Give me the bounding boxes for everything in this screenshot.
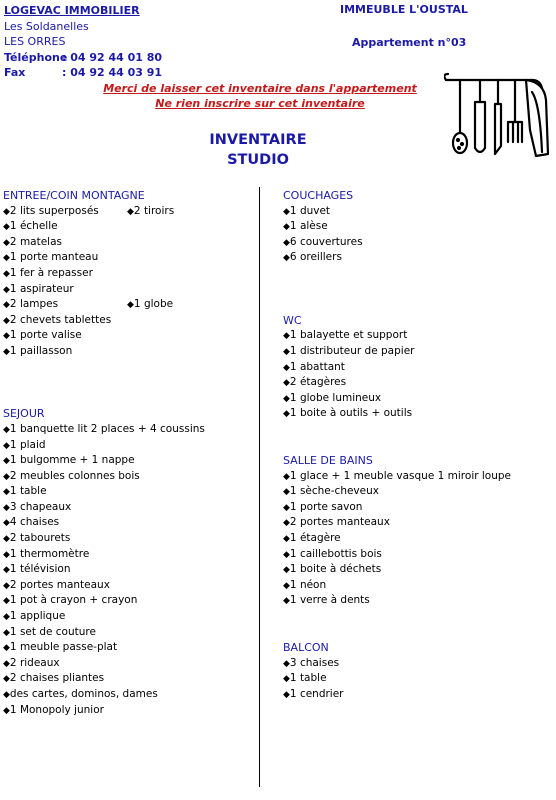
- apartment-number: Appartement n°03: [352, 36, 467, 49]
- list-item: [3, 578, 255, 594]
- item-text: 2 matelas: [9, 235, 63, 248]
- item-text: 1 boite à déchets: [289, 563, 382, 576]
- list-item: [3, 422, 255, 438]
- address-line-1: Les Soldanelles: [4, 19, 89, 33]
- item-text: 2 lits superposés: [9, 204, 99, 217]
- list-item: [3, 266, 255, 282]
- list-item: [3, 500, 255, 516]
- bullet-icon: ◆: [283, 565, 290, 576]
- item-text: 1 set de couture: [9, 625, 96, 638]
- item-text: 1 télévision: [9, 563, 71, 576]
- item-text: 1 porte savon: [289, 500, 363, 513]
- item-text: 1 abattant: [289, 360, 345, 373]
- item-text: 2 portes manteaux: [289, 516, 390, 529]
- list-item: [283, 687, 553, 703]
- list-item: [283, 375, 553, 391]
- item-text: 1 sèche-cheveux: [289, 485, 379, 498]
- column-divider: [259, 187, 260, 787]
- bullet-icon: ◆: [283, 487, 290, 498]
- section-title-sejour: SEJOUR: [3, 407, 45, 421]
- agency-info: [4, 3, 162, 81]
- item-text: 2 portes manteaux: [9, 578, 110, 591]
- list-item: [3, 250, 255, 266]
- item-text: 1 fer à repasser: [9, 266, 93, 279]
- item-text: 1 table: [289, 672, 327, 685]
- bullet-icon: ◆: [3, 237, 10, 248]
- item-text: 1 glace + 1 meuble vasque 1 miroir loupe: [289, 469, 512, 482]
- bullet-icon: ◆: [283, 393, 290, 404]
- list-item: [283, 469, 553, 485]
- couchages-list: [283, 204, 553, 266]
- item-text: 3 chapeaux: [9, 500, 72, 513]
- bullet-icon: ◆: [3, 487, 10, 498]
- item-text: 1 porte valise: [9, 329, 82, 342]
- section-title-entree: ENTREE/COIN MONTAGNE: [3, 189, 145, 202]
- item-text: 1 distributeur de papier: [289, 344, 415, 357]
- list-item: [283, 656, 553, 672]
- item-text: 1 meuble passe-plat: [9, 641, 118, 654]
- bullet-icon: ◆: [3, 549, 10, 560]
- balcon-list: [283, 656, 553, 703]
- bullet-icon: ◆: [3, 534, 10, 545]
- item-text: 1 applique: [9, 610, 66, 623]
- list-item: [3, 297, 255, 313]
- bullet-icon: ◆: [3, 627, 10, 638]
- item-text: 1 globe: [133, 298, 174, 311]
- bullet-icon: ◆: [3, 456, 10, 467]
- item-text: 3 chaises: [289, 656, 340, 669]
- item-text: 1 alèse: [289, 220, 328, 233]
- list-item: [283, 484, 553, 500]
- bullet-icon: ◆: [127, 300, 134, 311]
- list-item: [283, 515, 553, 531]
- notice: [60, 81, 460, 111]
- list-item: [283, 328, 553, 344]
- list-item: [3, 204, 255, 220]
- list-item: [283, 578, 553, 594]
- section-title-couchages: COUCHAGES: [283, 189, 354, 202]
- title-line-2: STUDIO: [227, 152, 289, 168]
- list-item: [3, 235, 255, 251]
- bullet-icon: ◆: [283, 596, 290, 607]
- bullet-icon: ◆: [3, 612, 10, 623]
- item-text: 1 banquette lit 2 places + 4 coussins: [9, 422, 205, 435]
- bullet-icon: ◆: [283, 378, 290, 389]
- list-item: [3, 344, 255, 360]
- bullet-icon: ◆: [3, 206, 10, 217]
- list-item: [3, 687, 255, 703]
- bullet-icon: ◆: [3, 690, 10, 701]
- item-text: 1 néon: [289, 578, 327, 591]
- phone-number: : 04 92 44 01 80: [62, 50, 163, 64]
- item-text: 1 pot à crayon + crayon: [9, 594, 138, 607]
- list-item: [3, 593, 255, 609]
- item-text: 1 globe lumineux: [289, 391, 382, 404]
- right-column: [283, 188, 553, 703]
- list-item: [3, 625, 255, 641]
- list-item: [3, 453, 255, 469]
- bullet-icon: ◆: [283, 690, 290, 701]
- bullet-icon: ◆: [3, 580, 10, 591]
- list-item: [3, 640, 255, 656]
- item-text: 1 boite à outils + outils: [289, 407, 413, 420]
- list-item-secondary: [127, 204, 174, 221]
- item-text: 1 paillasson: [9, 344, 73, 357]
- bullet-icon: ◆: [283, 409, 290, 420]
- list-item: [3, 219, 255, 235]
- item-text: 1 caillebottis bois: [289, 547, 382, 560]
- left-column: [3, 188, 255, 718]
- bullet-icon: ◆: [283, 658, 290, 669]
- item-text: 1 thermomètre: [9, 547, 90, 560]
- list-item: [283, 593, 553, 609]
- bullet-icon: ◆: [3, 424, 10, 435]
- list-item: [3, 562, 255, 578]
- list-item: [3, 313, 255, 329]
- address-line-2: LES ORRES: [4, 35, 66, 48]
- bullet-icon: ◆: [283, 206, 290, 217]
- list-item: [283, 344, 553, 360]
- item-text: 2 chevets tablettes: [9, 313, 112, 326]
- list-item: [3, 609, 255, 625]
- phone-row: [4, 50, 162, 66]
- bullet-icon: ◆: [3, 346, 10, 357]
- bullet-icon: ◆: [3, 674, 10, 685]
- fax-number: : 04 92 44 03 91: [62, 66, 163, 79]
- bullet-icon: ◆: [283, 502, 290, 513]
- bullet-icon: ◆: [283, 471, 290, 482]
- bullet-icon: ◆: [3, 643, 10, 654]
- entree-list: [3, 204, 255, 360]
- bullet-icon: ◆: [283, 549, 290, 560]
- item-text: 1 aspirateur: [9, 282, 74, 295]
- page-title: [0, 130, 516, 170]
- title-line-1: INVENTAIRE: [209, 132, 307, 148]
- list-item: [3, 671, 255, 687]
- item-text: 6 oreillers: [289, 251, 342, 264]
- list-item: [283, 391, 553, 407]
- list-item: [3, 547, 255, 563]
- section-title-salle-de-bains: SALLE DE BAINS: [283, 454, 373, 468]
- item-text: 1 bulgomme + 1 nappe: [9, 454, 135, 467]
- bullet-icon: ◆: [127, 206, 134, 217]
- item-text: 2 tabourets: [9, 532, 71, 545]
- bullet-icon: ◆: [3, 268, 10, 279]
- bullet-icon: ◆: [3, 565, 10, 576]
- bullet-icon: ◆: [283, 222, 290, 233]
- item-text: 1 plaid: [9, 438, 46, 451]
- bullet-icon: ◆: [3, 471, 10, 482]
- bullet-icon: ◆: [283, 253, 290, 264]
- bullet-icon: ◆: [3, 284, 10, 295]
- bullet-icon: ◆: [3, 315, 10, 326]
- phone-label: Téléphone: [4, 50, 68, 64]
- bullet-icon: ◆: [3, 658, 10, 669]
- item-text: 2 étagères: [289, 376, 347, 389]
- bullet-icon: ◆: [283, 362, 290, 373]
- section-title-balcon: BALCON: [283, 641, 329, 655]
- bullet-icon: ◆: [3, 440, 10, 451]
- list-item: [283, 531, 553, 547]
- item-text: des cartes, dominos, dames: [9, 688, 158, 701]
- list-item: [283, 671, 553, 687]
- list-item: [3, 515, 255, 531]
- notice-line-1: Merci de laisser cet inventaire dans l'appartement: [103, 82, 417, 95]
- bullet-icon: ◆: [3, 253, 10, 264]
- list-item: [3, 656, 255, 672]
- item-text: 1 Monopoly junior: [9, 703, 104, 716]
- item-text: 2 tiroirs: [133, 204, 175, 217]
- item-text: 1 cendrier: [289, 688, 344, 701]
- list-item: [283, 360, 553, 376]
- list-item: [3, 484, 255, 500]
- bullet-icon: ◆: [3, 300, 10, 311]
- list-item: [3, 703, 255, 719]
- bullet-icon: ◆: [283, 237, 290, 248]
- item-text: 6 couvertures: [289, 235, 363, 248]
- list-item: [283, 250, 553, 266]
- item-text: 1 table: [9, 485, 47, 498]
- item-text: 1 étagère: [289, 532, 341, 545]
- list-item-secondary: [127, 297, 173, 314]
- bullet-icon: ◆: [283, 580, 290, 591]
- list-item: [3, 438, 255, 454]
- bullet-icon: ◆: [283, 674, 290, 685]
- list-item: [283, 547, 553, 563]
- item-text: 2 meubles colonnes bois: [9, 469, 140, 482]
- notice-line-2: Ne rien inscrire sur cet inventaire: [155, 97, 365, 110]
- list-item: [283, 235, 553, 251]
- item-text: 1 échelle: [9, 220, 58, 233]
- list-item: [283, 562, 553, 578]
- item-text: 2 rideaux: [9, 656, 60, 669]
- fax-row: [4, 65, 162, 81]
- list-item: [3, 469, 255, 485]
- item-text: 1 porte manteau: [9, 251, 99, 264]
- item-text: 4 chaises: [9, 516, 60, 529]
- list-item: [3, 282, 255, 298]
- list-item: [283, 500, 553, 516]
- building-name: IMMEUBLE L'OUSTAL: [340, 3, 468, 16]
- list-item: [3, 531, 255, 547]
- list-item: [283, 406, 553, 422]
- item-text: 1 verre à dents: [289, 594, 370, 607]
- bullet-icon: ◆: [283, 518, 290, 529]
- item-text: 1 duvet: [289, 204, 331, 217]
- bullet-icon: ◆: [3, 518, 10, 529]
- sejour-list: [3, 422, 255, 718]
- bullet-icon: ◆: [283, 346, 290, 357]
- salle-de-bains-list: [283, 469, 553, 609]
- bullet-icon: ◆: [3, 705, 10, 716]
- wc-list: [283, 328, 553, 422]
- section-title-wc: WC: [283, 313, 302, 327]
- list-item: [283, 204, 553, 220]
- bullet-icon: ◆: [3, 222, 10, 233]
- bullet-icon: ◆: [3, 596, 10, 607]
- item-text: 2 chaises pliantes: [9, 672, 105, 685]
- bullet-icon: ◆: [3, 502, 10, 513]
- fax-label: Fax: [4, 66, 26, 79]
- company-name: LOGEVAC IMMOBILIER: [4, 4, 140, 17]
- bullet-icon: ◆: [3, 331, 10, 342]
- bullet-icon: ◆: [283, 331, 290, 342]
- list-item: [3, 328, 255, 344]
- item-text: 1 balayette et support: [289, 329, 408, 342]
- item-text: 2 lampes: [9, 298, 59, 311]
- list-item: [283, 219, 553, 235]
- bullet-icon: ◆: [283, 534, 290, 545]
